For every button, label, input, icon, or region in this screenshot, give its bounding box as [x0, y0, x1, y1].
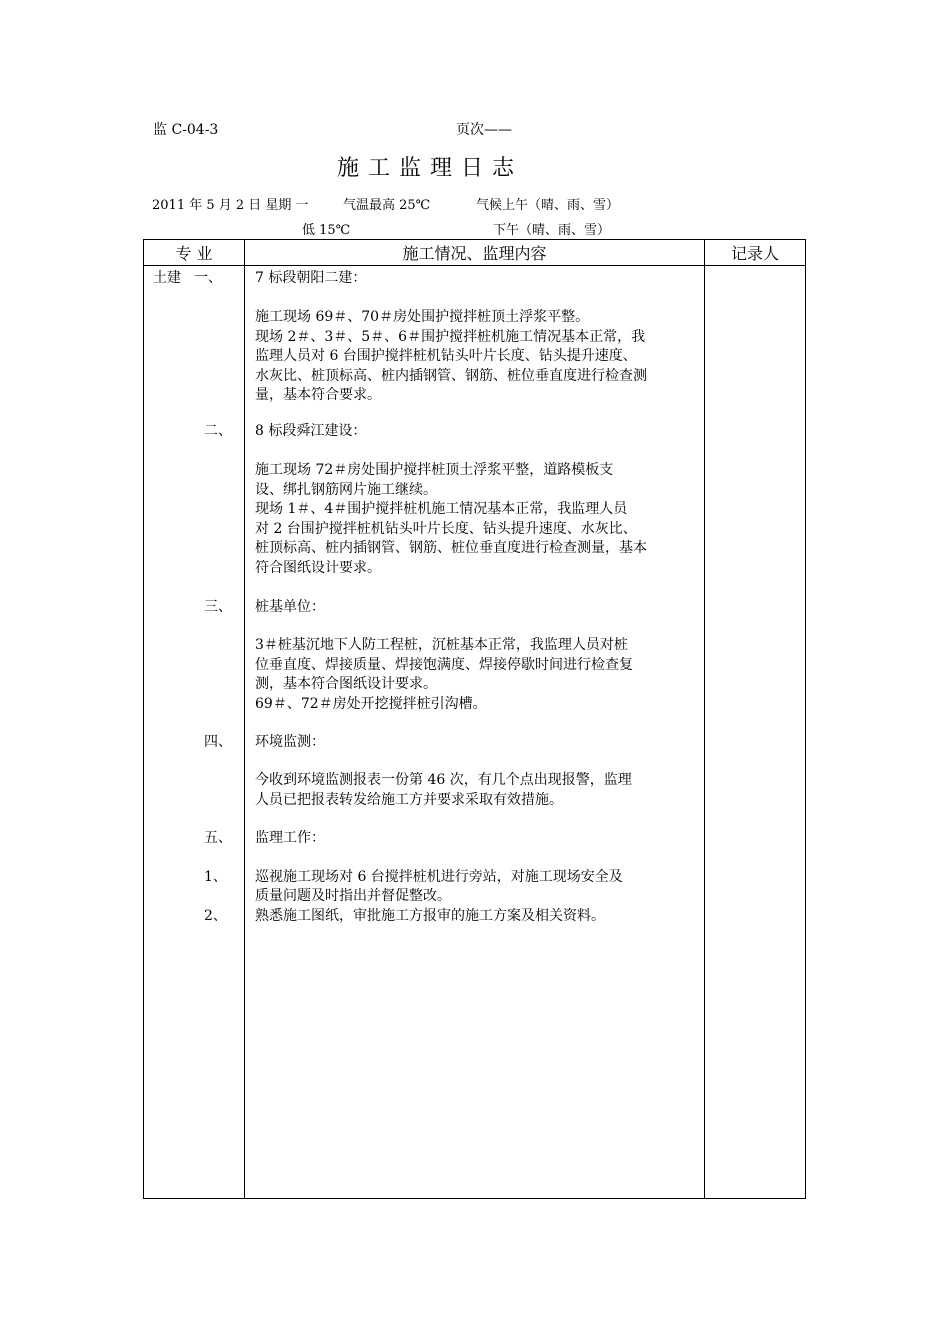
log-date: 2011 年 5 月 2 日 星期 一 [152, 198, 309, 213]
content-line: 施工现场 69＃、70＃房处围护搅拌桩顶土浮浆平整。 [255, 309, 590, 325]
section-label-2: 二、 [204, 423, 232, 439]
header-specialty: 专 业 [144, 240, 245, 266]
content-line: 今收到环境监测报表一份第 46 次，有几个点出现报警，监理 [255, 772, 632, 788]
temperature-high: 气温最高 25℃ [343, 198, 431, 213]
content-line: 位垂直度、焊接质量、焊接饱满度、焊接停歇时间进行检查复 [255, 657, 633, 673]
content-line: 熟悉施工图纸，审批施工方报审的施工方案及相关资料。 [255, 908, 605, 924]
specialty-name: 土建 [153, 270, 181, 286]
content-line: 监理工作： [255, 830, 325, 846]
content-line: 量，基本符合要求。 [255, 387, 381, 403]
page-title: 施工监理日志 [337, 156, 524, 181]
content-line: 水灰比、桩顶标高、桩内插钢管、钢筋、桩位垂直度进行检查测 [255, 368, 647, 384]
temperature-low: 低 15℃ [302, 223, 351, 238]
content-line: 质量问题及时指出并督促整改。 [255, 888, 451, 904]
content-line: 8 标段舜江建设： [255, 423, 367, 439]
section-label-4: 四、 [204, 734, 232, 750]
item-label-1: 1、 [204, 869, 227, 885]
content-line: 69＃、72＃房处开挖搅拌桩引沟槽。 [255, 696, 487, 712]
content-line: 施工现场 72＃房处围护搅拌桩顶土浮浆平整，道路模板支 [255, 462, 614, 478]
content-line: 对 2 台围护搅拌桩机钻头叶片长度、钻头提升速度、水灰比、 [255, 521, 637, 537]
content-line: 桩顶标高、桩内插钢管、钢筋、桩位垂直度进行检查测量，基本 [255, 540, 647, 556]
item-label-2: 2、 [204, 908, 227, 924]
recorder-cell [705, 266, 806, 1199]
page-number-label: 页次—— [456, 122, 512, 138]
content-line: 3＃桩基沉地下人防工程桩，沉桩基本正常，我监理人员对桩 [255, 637, 628, 653]
content-line: 符合图纸设计要求。 [255, 560, 381, 576]
content-line: 现场 2＃、3＃、5＃、6＃围护搅拌桩机施工情况基本正常，我 [255, 329, 646, 345]
form-code: 监 C-04-3 [153, 122, 219, 138]
content-line: 现场 1＃、4＃围护搅拌桩机施工情况基本正常，我监理人员 [255, 501, 628, 517]
section-label-1: 一、 [194, 270, 222, 286]
header-content: 施工情况、监理内容 [245, 240, 705, 266]
content-line: 桩基单位： [255, 599, 325, 615]
section-label-3: 三、 [204, 599, 232, 615]
content-line: 巡视施工现场对 6 台搅拌桩机进行旁站，对施工现场安全及 [255, 869, 623, 885]
weather-morning: 气候上午（晴、雨、雪） [476, 198, 620, 213]
section-label-5: 五、 [204, 830, 232, 846]
content-line: 设、绑扎钢筋网片施工继续。 [255, 482, 437, 498]
weather-afternoon: 下午（晴、雨、雪） [493, 223, 611, 238]
supervision-log-table [143, 239, 806, 1199]
content-line: 7 标段朝阳二建： [255, 270, 367, 286]
content-line: 监理人员对 6 台围护搅拌桩机钻头叶片长度、钻头提升速度、 [255, 348, 637, 364]
content-cell [245, 266, 705, 1199]
content-line: 测，基本符合图纸设计要求。 [255, 676, 437, 692]
header-recorder: 记录人 [705, 240, 806, 266]
specialty-cell [144, 266, 245, 1199]
content-line: 人员已把报表转发给施工方并要求采取有效措施。 [255, 792, 563, 808]
content-line: 环境监测： [255, 734, 325, 750]
